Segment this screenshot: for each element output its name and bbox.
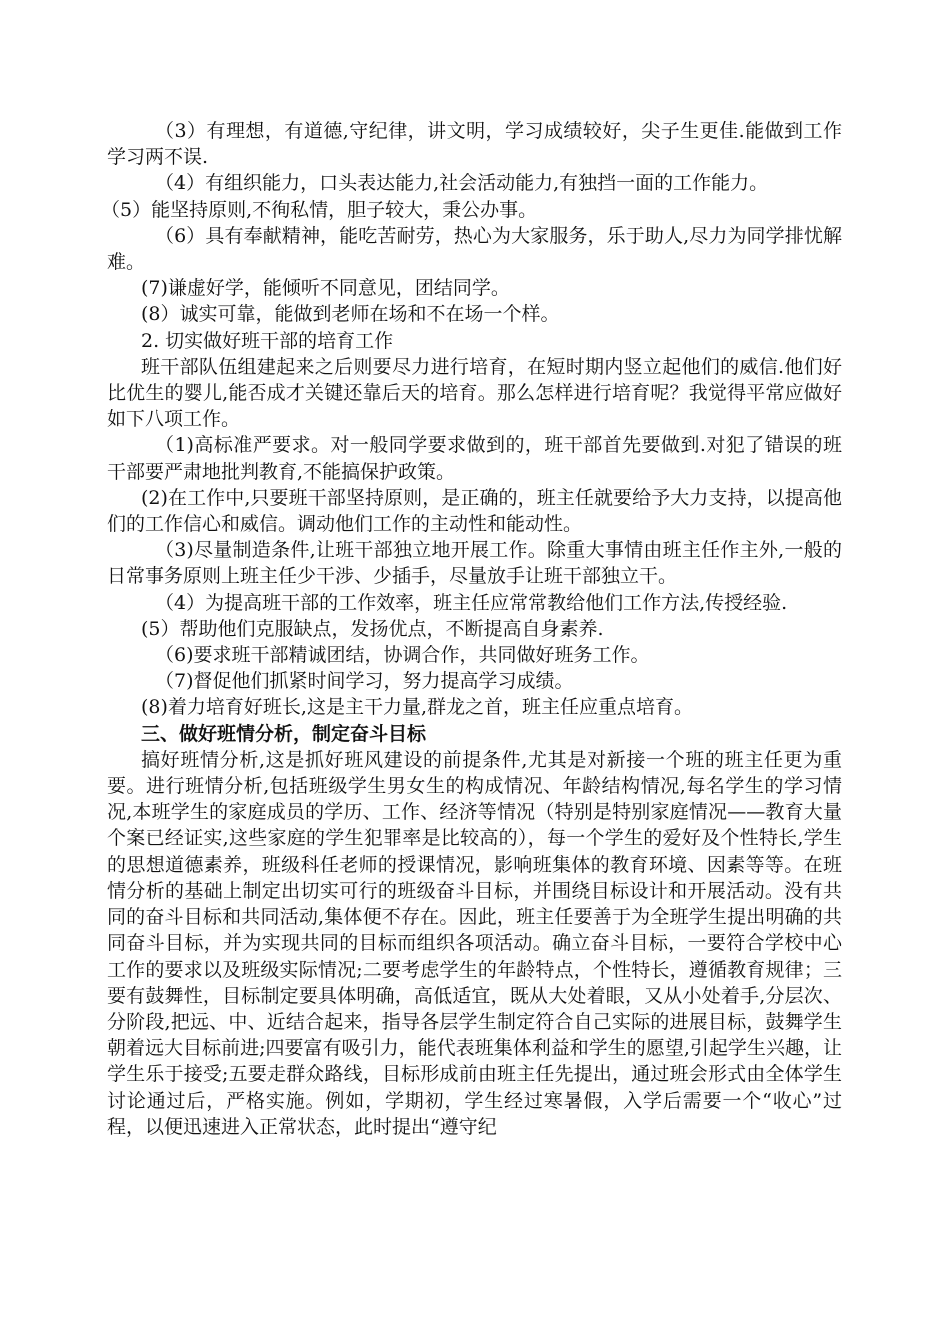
section-subheading-2: 2. 切实做好班干部的培育工作 [141, 329, 394, 352]
paragraph-class-analysis: 搞好班情分析,这是抓好班风建设的前提条件,尤其是对新接一个班的班主任更为重要。进行班情分析,包括班级学生男女生的构成情况、年龄结构情况,每名学生的学习情况,本班学生的家庭成员的学历、工作、经济等情况（特别是特别家庭情况——教育大量个案已经证实,这些家庭的学生犯罪率是比较高的），每一个学生的爱好及个性特长,学生的思想道德素养，班级科任老师的授课情况，影响班集体的教育环境、因素等等。在班情分析的基础上制定出切实可行的班级奋斗目标，并围绕目标设计和开展活动。没有共同的奋斗目标和共同活动,集体便不存在。因此，班主任要善于为全班学生提出明确的共同奋斗目标，并为实现共同的目标而组织各项活动。确立奋斗目标，一要符合学校中心工作的要求以及班级实际情况;二要考虑学生的年龄特点，个性特长，遵循教育规律；三要有鼓舞性，目标制定要具体明确，高低适宜，既从大处着眼，又从小处着手,分层次、分阶段,把远、中、近结合起来，指导各层学生制定符合自己实际的进展目标，鼓舞学生朝着远大目标前进;四要富有吸引力，能代表班集体利益和学生的愿望,引起学生兴趣，让学生乐于接受;五要走群众路线，目标形成前由班主任先提出，通过班会形式由全体学生讨论通过后，严格实施。例如，学期初，学生经过寒暑假，入学后需要一个“收心”过程，以便迅速进入正常状态，此时提出“遵守纪 [107, 748, 842, 1138]
paragraph-training-8: (8)着力培育好班长,这是主干力量,群龙之首，班主任应重点培育。 [141, 696, 693, 719]
paragraph-training-2: (2)在工作中,只要班干部坚持原则，是正确的，班主任就要给予大力支持，以提高他们的工作信心和威信。调动他们工作的主动性和能动性。 [107, 486, 842, 536]
paragraph-training-3: （3)尽量制造条件,让班干部独立地开展工作。除重大事情由班主任作主外,一般的日常事务原则上班主任少干涉、少插手，尽量放手让班干部独立干。 [107, 539, 842, 588]
paragraph-training-7: （7)督促他们抓紧时间学习，努力提高学习成绩。 [155, 670, 574, 693]
paragraph-criterion-7: (7)谦虚好学，能倾听不同意见，团结同学。 [141, 277, 510, 300]
document-body [101, 118, 842, 1140]
paragraph-criterion-8: (8）诚实可靠，能做到老师在场和不在场一个样。 [141, 303, 560, 326]
paragraph-training-6: （6)要求班干部精诚团结，协调合作，共同做好班务工作。 [155, 644, 650, 667]
paragraph-training-5: (5）帮助他们克服缺点，发扬优点，不断提高自身素养. [141, 617, 604, 640]
paragraph-criterion-6: （6）具有奉献精神，能吃苦耐劳，热心为大家服务，乐于助人,尽力为同学排忧解难。 [107, 224, 842, 274]
paragraph-training-4: （4）为提高班干部的工作效率，班主任应常常教给他们工作方法,传授经验. [155, 591, 788, 614]
paragraph-criterion-4: （4）有组织能力，口头表达能力,社会活动能力,有独挡一面的工作能力。 [155, 172, 769, 195]
paragraph-criterion-5: （5）能坚持原则,不徇私情，胆子较大，秉公办事。 [101, 198, 538, 221]
paragraph-training-1: （1)高标准严要求。对一般同学要求做到的，班干部首先要做到.对犯了错误的班干部要严肃地批判教育,不能搞保护政策。 [107, 434, 842, 483]
paragraph-training-intro: 班干部队伍组建起来之后则要尽力进行培育，在短时期内竖立起他们的威信.他们好比优生的婴儿,能否成才关键还靠后天的培育。那么怎样进行培育呢？我觉得平常应做好如下八项工作。 [107, 355, 842, 431]
section-heading-3: 三、做好班情分析，制定奋斗目标 [141, 722, 427, 745]
paragraph-criterion-3: （3）有理想，有道德,守纪律，讲文明，学习成绩较好，尖子生更佳.能做到工作学习两不误. [107, 120, 842, 169]
